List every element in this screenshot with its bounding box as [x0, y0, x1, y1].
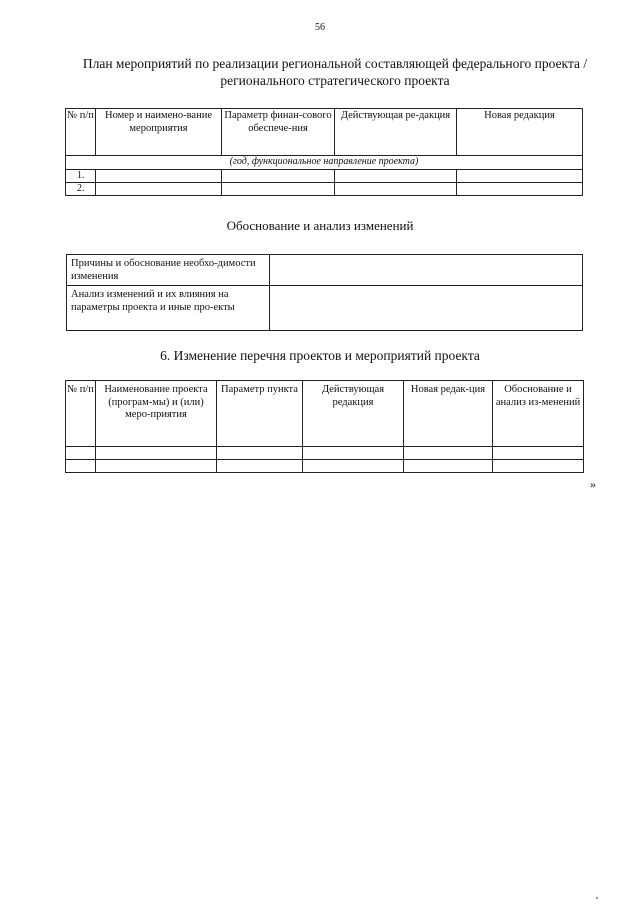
header-num: № п/п: [66, 381, 96, 447]
table-cell: [66, 460, 96, 473]
header-item-parameter: Параметр пункта: [217, 381, 303, 447]
table-row: [66, 170, 583, 183]
table-row: [66, 460, 584, 473]
table-cell: [457, 170, 583, 183]
table-cell: [404, 447, 493, 460]
reasons-label: Причины и обоснование необхо-димости изменения: [67, 255, 270, 286]
table-row: [67, 255, 583, 286]
plan-title: План мероприятий по реализации региональной составляющей федерального проекта / регионального стратегического проекта: [82, 56, 588, 88]
header-current-version: Действующая ре-дакция: [335, 109, 457, 156]
table-cell: [96, 183, 222, 196]
table-cell: [96, 447, 217, 460]
header-current-version: Действующая редакция: [303, 381, 404, 447]
header-financing: Параметр финан-сового обеспече-ния: [222, 109, 335, 156]
plan-table: [65, 108, 583, 196]
header-project-name: Наименование проекта (програм-мы) и (или) меро-приятия: [96, 381, 217, 447]
changes-table: [65, 380, 584, 473]
closing-quote: »: [590, 477, 596, 491]
header-new-version: Новая редакция: [457, 109, 583, 156]
plan-table-header: [66, 109, 583, 156]
justification-table: [66, 254, 583, 331]
table-cell: [96, 460, 217, 473]
changes-title: 6. Изменение перечня проектов и мероприятий проекта: [160, 348, 480, 363]
row-number: 2.: [66, 183, 96, 196]
table-cell: [96, 170, 222, 183]
table-cell: [217, 447, 303, 460]
table-cell: [66, 447, 96, 460]
table-cell: [303, 460, 404, 473]
table-cell: [335, 183, 457, 196]
header-new-version: Новая редак-ция: [404, 381, 493, 447]
plan-table-subheader: [66, 156, 583, 170]
table-row: [67, 286, 583, 331]
table-cell: [493, 460, 584, 473]
header-num: № п/п: [66, 109, 96, 156]
table-cell: [457, 183, 583, 196]
scan-mark: [596, 897, 598, 899]
table-cell: [217, 460, 303, 473]
header-event-name: Номер и наимено-вание мероприятия: [96, 109, 222, 156]
justification-title: Обоснование и анализ изменений: [226, 218, 414, 233]
row-number: 1.: [66, 170, 96, 183]
table-row: [66, 447, 584, 460]
table-cell: [222, 170, 335, 183]
header-justification: Обоснование и анализ из-менений: [493, 381, 584, 447]
reasons-value: [270, 255, 583, 286]
page-number: 56: [315, 22, 325, 33]
changes-table-header: [66, 381, 584, 447]
table-cell: [493, 447, 584, 460]
analysis-label: Анализ изменений и их влияния на параметры проекта и иные про-екты: [67, 286, 270, 331]
table-cell: [335, 170, 457, 183]
table-cell: [404, 460, 493, 473]
table-cell: [303, 447, 404, 460]
year-direction-label: (год, функциональное направление проекта): [66, 156, 583, 170]
analysis-value: [270, 286, 583, 331]
table-row: [66, 183, 583, 196]
table-cell: [222, 183, 335, 196]
